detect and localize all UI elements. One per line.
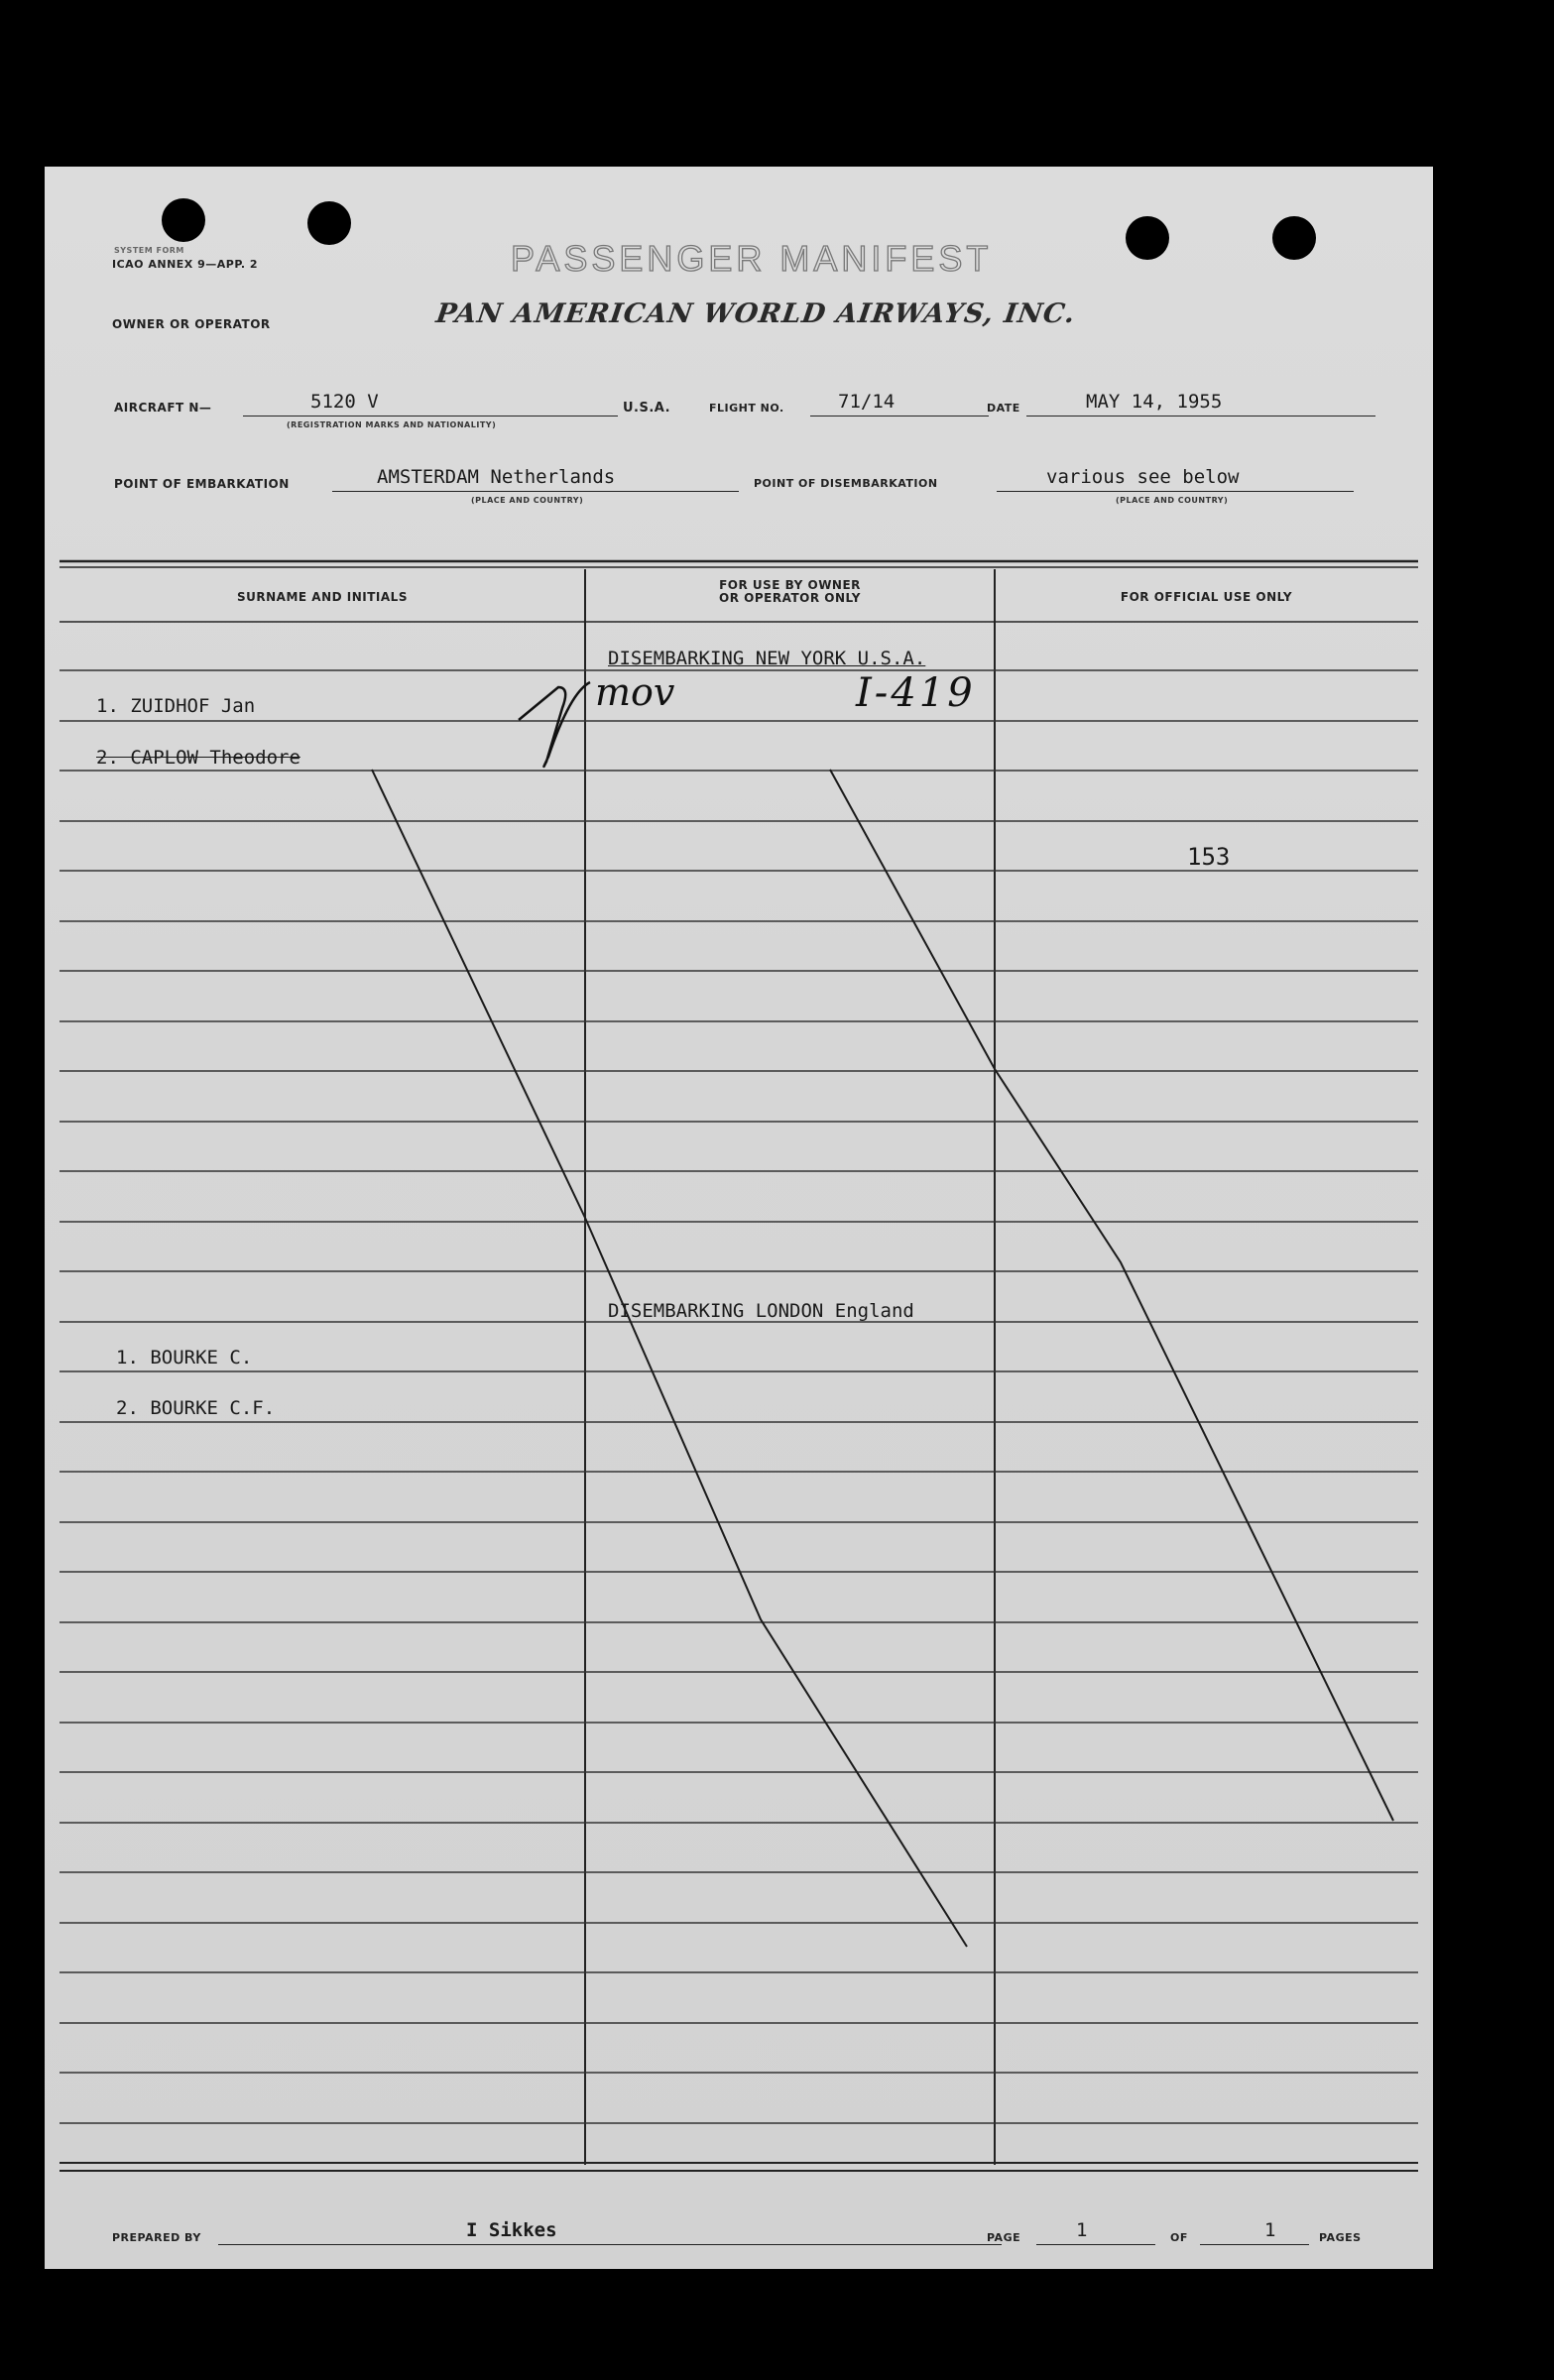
- page-value: 1: [1076, 2219, 1088, 2241]
- of-value: 1: [1264, 2219, 1276, 2241]
- prepared-label: PREPARED BY: [112, 2231, 201, 2244]
- group1-handwritten-ref: I-419: [856, 670, 976, 716]
- col-header-official: FOR OFFICIAL USE ONLY: [1120, 590, 1293, 604]
- col-header-operator-2: OR OPERATOR ONLY: [719, 591, 861, 605]
- flight-label: FLIGHT NO.: [709, 402, 784, 415]
- pages-label: PAGES: [1319, 2231, 1362, 2244]
- col-header-surname: SURNAME AND INITIALS: [237, 590, 408, 604]
- aircraft-caption: (REGISTRATION MARKS AND NATIONALITY): [287, 420, 497, 429]
- country-label: U.S.A.: [623, 401, 671, 416]
- page-label: PAGE: [987, 2231, 1021, 2244]
- of-label: OF: [1170, 2231, 1188, 2244]
- embark-value: AMSTERDAM Netherlands: [377, 466, 616, 488]
- flight-value: 71/14: [838, 391, 896, 413]
- date-value: MAY 14, 1955: [1086, 391, 1223, 413]
- group2-passenger-1: 1. BOURKE C.: [116, 1347, 253, 1368]
- embark-label: POINT OF EMBARKATION: [114, 477, 290, 491]
- date-label: DATE: [987, 402, 1020, 415]
- group1-handwritten-initials: mov: [595, 670, 675, 714]
- group2-passenger-2: 2. BOURKE C.F.: [116, 1397, 276, 1419]
- disembark-label: POINT OF DISEMBARKATION: [754, 477, 938, 490]
- group1-passenger-2: 2. CAPLOW Theodore: [96, 747, 300, 769]
- prepared-value: I Sikkes: [466, 2219, 557, 2241]
- group1-heading: DISEMBARKING NEW YORK U.S.A.: [608, 648, 926, 669]
- group2-heading: DISEMBARKING LONDON England: [608, 1300, 914, 1322]
- page-underline: [1036, 2244, 1155, 2245]
- group1-passenger-1: 1. ZUIDHOF Jan: [96, 695, 256, 717]
- embark-caption: (PLACE AND COUNTRY): [471, 496, 584, 505]
- manifest-form: [45, 167, 1433, 2269]
- owner-value: PAN AMERICAN WORLD AIRWAYS, INC.: [433, 298, 1078, 329]
- prepared-underline: [218, 2244, 1002, 2245]
- col-header-operator-1: FOR USE BY OWNER: [719, 578, 861, 592]
- disembark-caption: (PLACE AND COUNTRY): [1116, 496, 1229, 505]
- aircraft-value: 5120 V: [310, 391, 379, 413]
- official-number: 153: [1187, 843, 1231, 871]
- table-grid: [45, 167, 1433, 2269]
- form-ref-line1: SYSTEM FORM: [114, 246, 184, 255]
- owner-label: OWNER OR OPERATOR: [112, 317, 271, 331]
- page-title: PASSENGER MANIFEST: [511, 238, 993, 279]
- aircraft-label: AIRCRAFT N—: [114, 401, 212, 415]
- of-underline: [1200, 2244, 1309, 2245]
- form-ref-line2: ICAO ANNEX 9—APP. 2: [112, 258, 259, 271]
- disembark-value: various see below: [1046, 466, 1240, 488]
